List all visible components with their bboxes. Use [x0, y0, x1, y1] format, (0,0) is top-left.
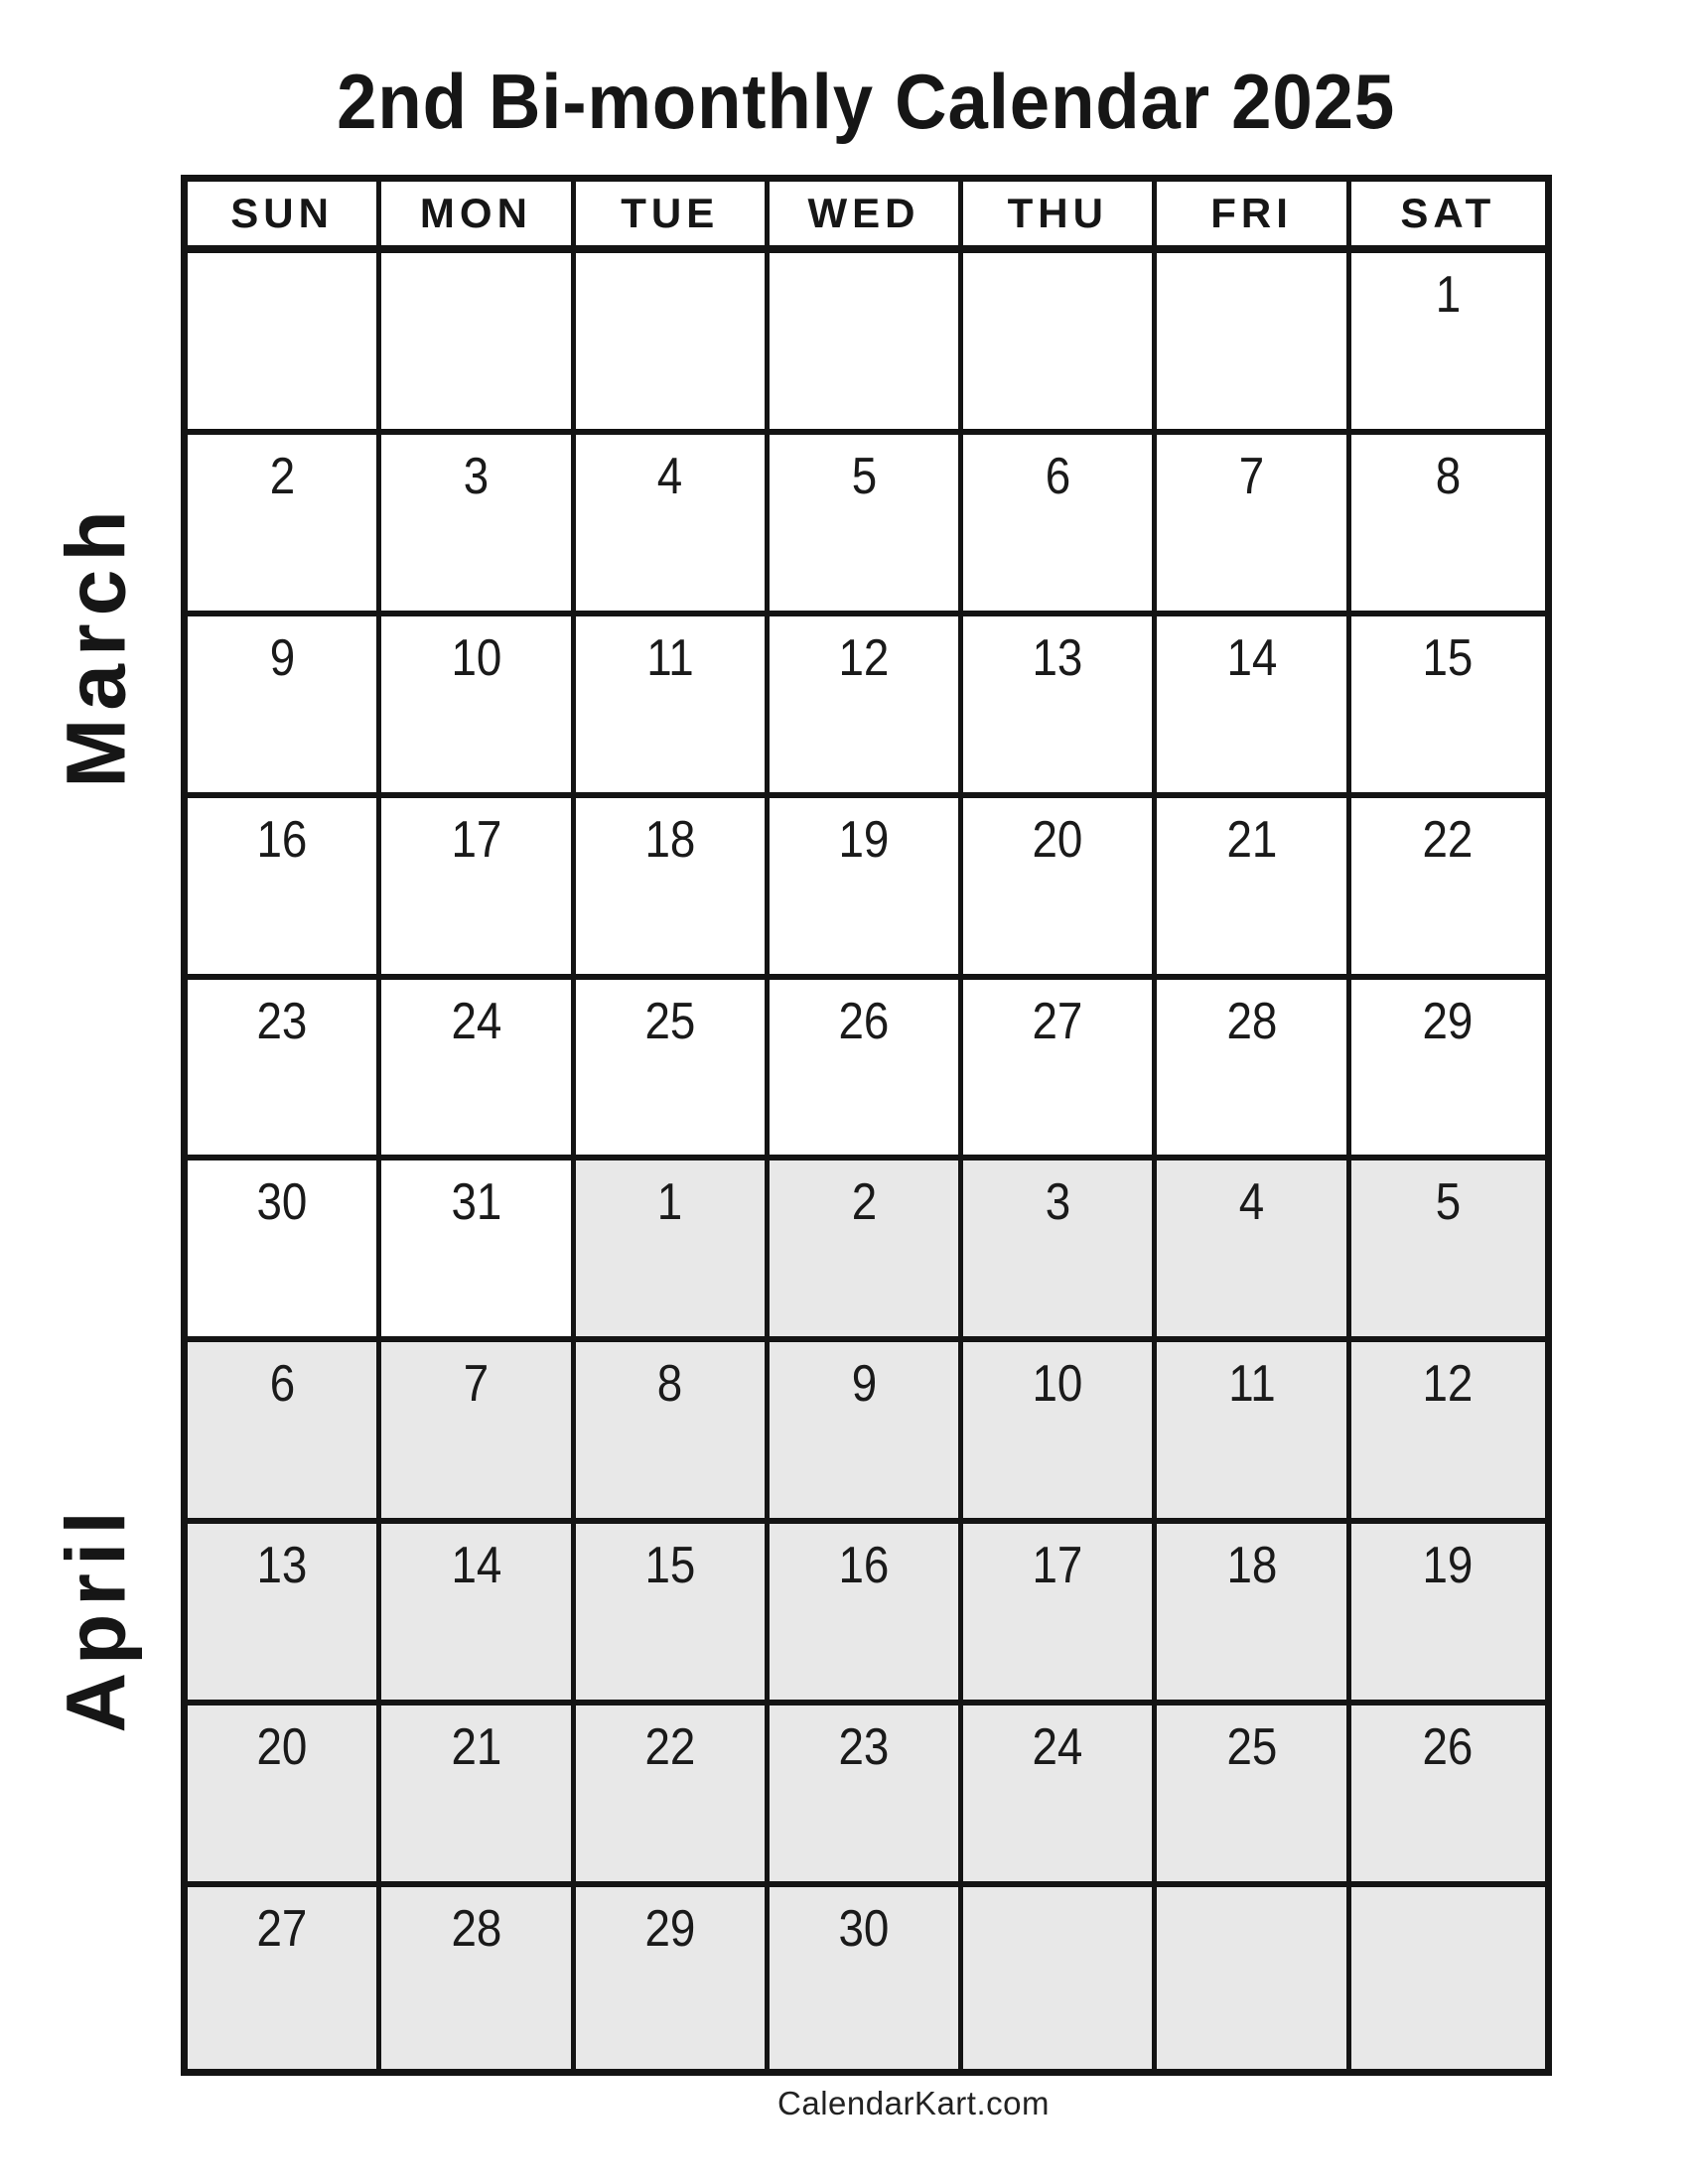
month-label-march: March	[49, 502, 143, 788]
day-number: 20	[1032, 810, 1083, 869]
day-number: 24	[1032, 1718, 1083, 1777]
day-cell	[381, 616, 575, 798]
footer-brand: CalendarKart.com	[777, 2085, 1050, 2121]
day-cell	[1351, 1706, 1545, 1887]
day-number: 23	[256, 992, 308, 1050]
day-cell	[576, 253, 770, 435]
day-cell	[770, 1160, 963, 1342]
day-cell	[1351, 1160, 1545, 1342]
day-number: 14	[450, 1537, 501, 1595]
day-cell	[576, 1887, 770, 2069]
day-number: 20	[256, 1718, 308, 1777]
day-number: 22	[644, 1718, 696, 1777]
day-number: 26	[838, 992, 890, 1050]
day-number: 19	[1422, 1537, 1474, 1595]
day-cell	[1157, 1524, 1350, 1706]
page-title	[181, 52, 1552, 151]
day-number: 21	[1226, 810, 1278, 869]
day-number: 4	[1238, 1173, 1265, 1232]
day-number: 15	[644, 1537, 696, 1595]
day-cell	[770, 1524, 963, 1706]
day-cell	[1157, 798, 1350, 980]
day-cell	[963, 1706, 1157, 1887]
day-cell	[381, 1160, 575, 1342]
day-number: 9	[851, 1355, 877, 1414]
day-cell	[1157, 616, 1350, 798]
day-cell	[770, 435, 963, 616]
weekday-header-sun: SUN	[188, 182, 381, 253]
day-cell	[963, 1342, 1157, 1524]
day-cell	[1351, 253, 1545, 435]
day-cell	[963, 616, 1157, 798]
day-number: 29	[644, 1900, 696, 1959]
day-cell	[1351, 798, 1545, 980]
day-number: 17	[450, 810, 501, 869]
day-number: 3	[463, 447, 490, 505]
day-number: 28	[1226, 992, 1278, 1050]
day-number: 6	[269, 1355, 295, 1414]
day-cell	[963, 1160, 1157, 1342]
day-number: 3	[1045, 1173, 1070, 1232]
day-number: 12	[838, 628, 890, 687]
day-number: 27	[256, 1900, 308, 1959]
day-number: 25	[644, 992, 696, 1050]
day-cell	[576, 1706, 770, 1887]
day-cell	[963, 980, 1157, 1161]
day-number: 4	[656, 447, 683, 505]
day-cell	[188, 980, 381, 1161]
day-number: 15	[1422, 628, 1474, 687]
day-number: 30	[256, 1173, 308, 1232]
day-number: 5	[851, 447, 877, 505]
day-cell	[1157, 1160, 1350, 1342]
day-cell	[381, 1524, 575, 1706]
day-cell	[188, 798, 381, 980]
day-cell	[770, 980, 963, 1161]
day-number: 31	[450, 1173, 501, 1232]
day-number: 1	[1435, 266, 1462, 324]
day-cell	[963, 253, 1157, 435]
day-cell	[381, 1342, 575, 1524]
day-cell	[1157, 980, 1350, 1161]
day-cell	[1351, 980, 1545, 1161]
day-cell	[381, 798, 575, 980]
day-number: 18	[644, 810, 696, 869]
day-number: 2	[851, 1173, 877, 1232]
day-number: 23	[838, 1718, 890, 1777]
day-cell	[576, 1342, 770, 1524]
day-cell	[576, 1524, 770, 1706]
day-cell	[1157, 1706, 1350, 1887]
calendar-table	[181, 175, 1552, 2076]
day-number: 8	[656, 1355, 683, 1414]
day-number: 19	[838, 810, 890, 869]
day-cell	[770, 616, 963, 798]
day-cell	[963, 435, 1157, 616]
day-number: 27	[1032, 992, 1083, 1050]
day-cell	[1157, 253, 1350, 435]
day-number: 16	[838, 1537, 890, 1595]
day-cell	[381, 1706, 575, 1887]
day-number: 14	[1226, 628, 1278, 687]
day-cell	[963, 1524, 1157, 1706]
page-title-text: 2nd Bi-monthly Calendar 2025	[337, 57, 1396, 145]
weekday-header-thu: THU	[963, 182, 1157, 253]
day-number: 11	[645, 628, 694, 687]
day-number: 13	[256, 1537, 308, 1595]
day-cell	[188, 1160, 381, 1342]
day-cell	[576, 980, 770, 1161]
day-number: 28	[450, 1900, 501, 1959]
day-number: 10	[1032, 1355, 1083, 1414]
day-cell	[1351, 1887, 1545, 2069]
day-number: 22	[1422, 810, 1474, 869]
day-number: 16	[256, 810, 308, 869]
day-cell	[188, 435, 381, 616]
day-number: 24	[450, 992, 501, 1050]
day-cell	[188, 1342, 381, 1524]
day-cell	[1351, 1342, 1545, 1524]
day-cell	[963, 798, 1157, 980]
day-cell	[381, 253, 575, 435]
day-cell	[576, 798, 770, 980]
day-number: 5	[1435, 1173, 1462, 1232]
day-cell	[576, 435, 770, 616]
day-cell	[770, 1342, 963, 1524]
day-cell	[188, 1524, 381, 1706]
day-number: 7	[463, 1355, 490, 1414]
day-cell	[576, 1160, 770, 1342]
day-number: 26	[1422, 1718, 1474, 1777]
day-cell	[188, 1887, 381, 2069]
day-number: 29	[1422, 992, 1474, 1050]
day-number: 18	[1226, 1537, 1278, 1595]
day-cell	[770, 253, 963, 435]
day-number: 12	[1422, 1355, 1474, 1414]
day-cell	[1351, 1524, 1545, 1706]
day-number: 8	[1435, 447, 1462, 505]
day-number: 10	[450, 628, 501, 687]
day-number: 17	[1032, 1537, 1083, 1595]
day-number: 25	[1226, 1718, 1278, 1777]
day-cell	[1157, 1342, 1350, 1524]
day-cell	[963, 1887, 1157, 2069]
day-number: 30	[838, 1900, 890, 1959]
day-cell	[188, 253, 381, 435]
day-cell	[381, 435, 575, 616]
month-label-april: April	[49, 1503, 143, 1733]
day-number: 11	[1227, 1355, 1276, 1414]
day-cell	[1157, 1887, 1350, 2069]
day-number: 9	[269, 628, 295, 687]
day-number: 1	[656, 1173, 683, 1232]
day-cell	[188, 616, 381, 798]
day-number: 21	[450, 1718, 501, 1777]
day-cell	[1351, 435, 1545, 616]
day-cell	[770, 1706, 963, 1887]
weekday-header-mon: MON	[381, 182, 575, 253]
day-cell	[576, 616, 770, 798]
day-cell	[770, 798, 963, 980]
day-cell	[1157, 435, 1350, 616]
weekday-header-tue: TUE	[576, 182, 770, 253]
day-cell	[770, 1887, 963, 2069]
day-cell	[381, 980, 575, 1161]
day-cell	[381, 1887, 575, 2069]
weekday-header-sat: SAT	[1351, 182, 1545, 253]
day-cell	[1351, 616, 1545, 798]
day-number: 7	[1238, 447, 1265, 505]
day-cell	[188, 1706, 381, 1887]
day-number: 13	[1032, 628, 1083, 687]
weekday-header-wed: WED	[770, 182, 963, 253]
day-number: 6	[1045, 447, 1070, 505]
weekday-header-fri: FRI	[1157, 182, 1350, 253]
day-number: 2	[269, 447, 295, 505]
